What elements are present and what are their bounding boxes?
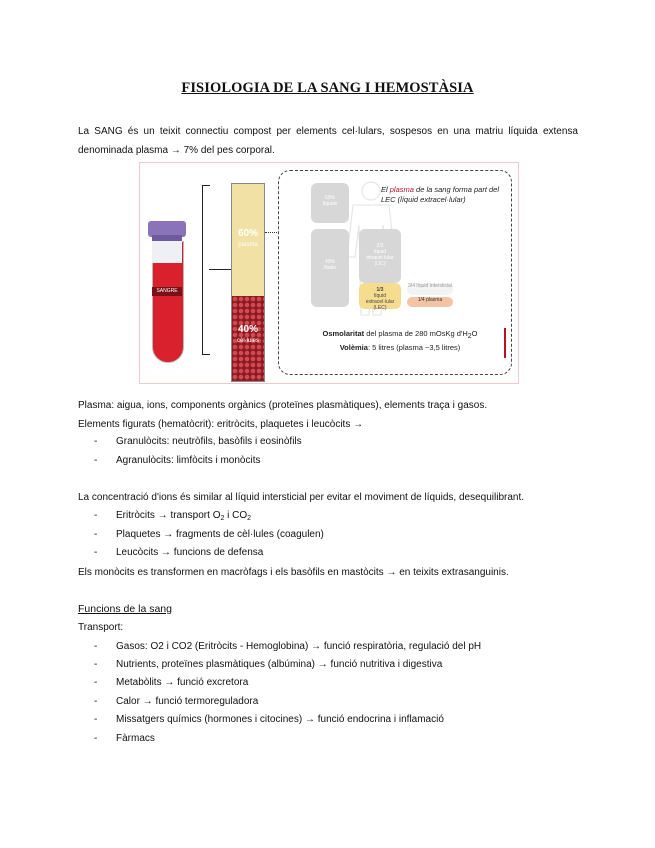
list-item-text: [116, 510, 251, 522]
box-14-value: 3/4: [408, 283, 415, 289]
bullet-dash: -: [94, 547, 98, 558]
eritro-pre: Eritròcits → transport O: [116, 510, 221, 521]
box-40-sub: fluids: [324, 265, 336, 271]
tube-empty-top: [152, 241, 182, 263]
osmolarity-line: [295, 329, 505, 340]
list-item-text: Leucòcits → funcions de defensa: [116, 547, 264, 558]
cells-word: cèl·lules: [236, 338, 259, 344]
plasma-note-word: plasma: [389, 185, 414, 194]
osmolarity-end: O: [471, 329, 478, 338]
box-60-sub: líquids: [322, 201, 338, 207]
plasma-note-rest: de la sang forma part del LEC (líquid extracel·lular): [381, 185, 500, 204]
plasma-word: plasma: [238, 242, 258, 248]
volemia-text: : 5 litres (plasma ~3,5 litres): [367, 343, 461, 352]
bullet-dash: -: [94, 455, 98, 466]
box-60-value: 60%: [324, 195, 335, 201]
list-item: [94, 510, 252, 522]
plasma-percent: 60%: [237, 228, 258, 239]
intro-paragraph: La SANG és un teixit connectiu compost per elements cel·lulars, sospesos en una matriu líquida extensa denominada plasma → 7% del pes corporal.: [78, 126, 578, 156]
volemia-label: Volèmia: [339, 343, 368, 352]
concentracio-line: La concentració d'ions és similar al líquid intersticial per evitar el moviment de líquids, desequilibrant.: [78, 492, 525, 503]
bracket: [202, 185, 210, 355]
list-item-text: Nutrients, proteïnes plasmàtiques (albúmina) → funció nutritiva i digestiva: [116, 659, 443, 670]
bullet-dash: -: [94, 436, 98, 447]
bracket-connector: [209, 269, 231, 270]
list-item-text: Plaquetes → fragments de cèl·lules (coagulen): [116, 529, 324, 540]
box-14-sub: líquid intersticial: [416, 283, 452, 289]
plasma-layer: [232, 184, 264, 296]
box-two-thirds: [359, 229, 401, 283]
list-item-text: Fàrmacs: [116, 733, 155, 744]
dotted-arrow: [265, 232, 277, 233]
list-item-text: Agranulòcits: limfòcits i monòcits: [116, 455, 261, 466]
bullet-dash: -: [94, 641, 98, 652]
monocits-line: Els monòcits es transformen en macròfags i els basòfils en mastòcits → en teixits extrasanguinis.: [78, 567, 509, 578]
list-item: [94, 529, 324, 540]
eritro-sub: 2: [247, 515, 252, 522]
bullet-dash: -: [94, 714, 98, 725]
box-40-value: 40%: [324, 259, 335, 265]
list-item-text: Missatgers químics (hormones i citocines) → funció endocrina i inflamació: [116, 714, 444, 725]
list-item: [94, 733, 155, 744]
bullet-dash: -: [94, 510, 98, 521]
plasma-note: [381, 185, 505, 205]
fluid-compartments-card: [278, 170, 512, 375]
cells-percent: 40%: [237, 324, 258, 335]
plasma-line: Plasma: aigua, ions, components orgànics (proteïnes plasmàtiques), elements traça i gasos.: [78, 400, 488, 411]
volemia-line: [295, 343, 505, 352]
box-13-sub: líquid extracel·lular (LEC): [365, 293, 395, 311]
list-item: [94, 455, 261, 466]
box-23-sub: líquid intracel·lular (LIC): [366, 249, 394, 267]
tube-label: SANGRE: [152, 287, 182, 296]
list-item-text: Metabòlits → funció excretora: [116, 677, 249, 688]
list-item: [94, 677, 249, 688]
list-item: [94, 714, 444, 725]
osmolarity-label: Osmolaritat: [322, 329, 365, 338]
box-60-percent: [311, 183, 349, 223]
eritro-mid: i CO: [224, 510, 248, 521]
list-item-text: Calor → funció termoreguladora: [116, 696, 259, 707]
list-item: [94, 696, 259, 707]
bullet-dash: -: [94, 659, 98, 670]
list-item: [94, 641, 482, 652]
blood-composition-figure: [139, 162, 519, 384]
page-title: FISIOLOGIA DE LA SANG I HEMOSTÀSIA: [181, 80, 474, 96]
plasma-note-prefix: El: [381, 185, 390, 194]
box-13-value: 1/3: [376, 287, 384, 293]
bullet-dash: -: [94, 529, 98, 540]
bullet-dash: -: [94, 677, 98, 688]
transport-label: Transport:: [78, 622, 124, 633]
list-item: [94, 659, 443, 670]
list-item-text: Gasos: O2 i CO2 (Eritròcits - Hemoglobina) → funció respiratòria, regulació del pH: [116, 641, 482, 652]
list-item: [94, 436, 302, 447]
list-item-text: Granulòcits: neutròfils, basòfils i eosinòfils: [116, 436, 302, 447]
bullet-dash: -: [94, 733, 98, 744]
eritro-sub: 2: [220, 515, 225, 522]
box-40-percent: [311, 229, 349, 307]
list-item: [94, 547, 264, 558]
figurats-line: Elements figurats (hematòcrit): eritròcits, plaquetes i leucòcits →: [78, 419, 364, 430]
box-three-quarters: [407, 283, 453, 295]
osmolarity-text: del plasma de 280 mOsKg d'H: [364, 329, 468, 338]
red-accent-line: [504, 328, 506, 358]
box-one-third: [359, 283, 401, 309]
hematocrit-column: [231, 183, 265, 382]
osmolarity-sub: 2: [467, 333, 472, 340]
bullet-dash: -: [94, 696, 98, 707]
box-one-quarter: 1/4 plasma: [407, 297, 453, 307]
box-23-value: 2/3: [376, 243, 384, 249]
section-heading: Funcions de la sang: [78, 603, 172, 615]
